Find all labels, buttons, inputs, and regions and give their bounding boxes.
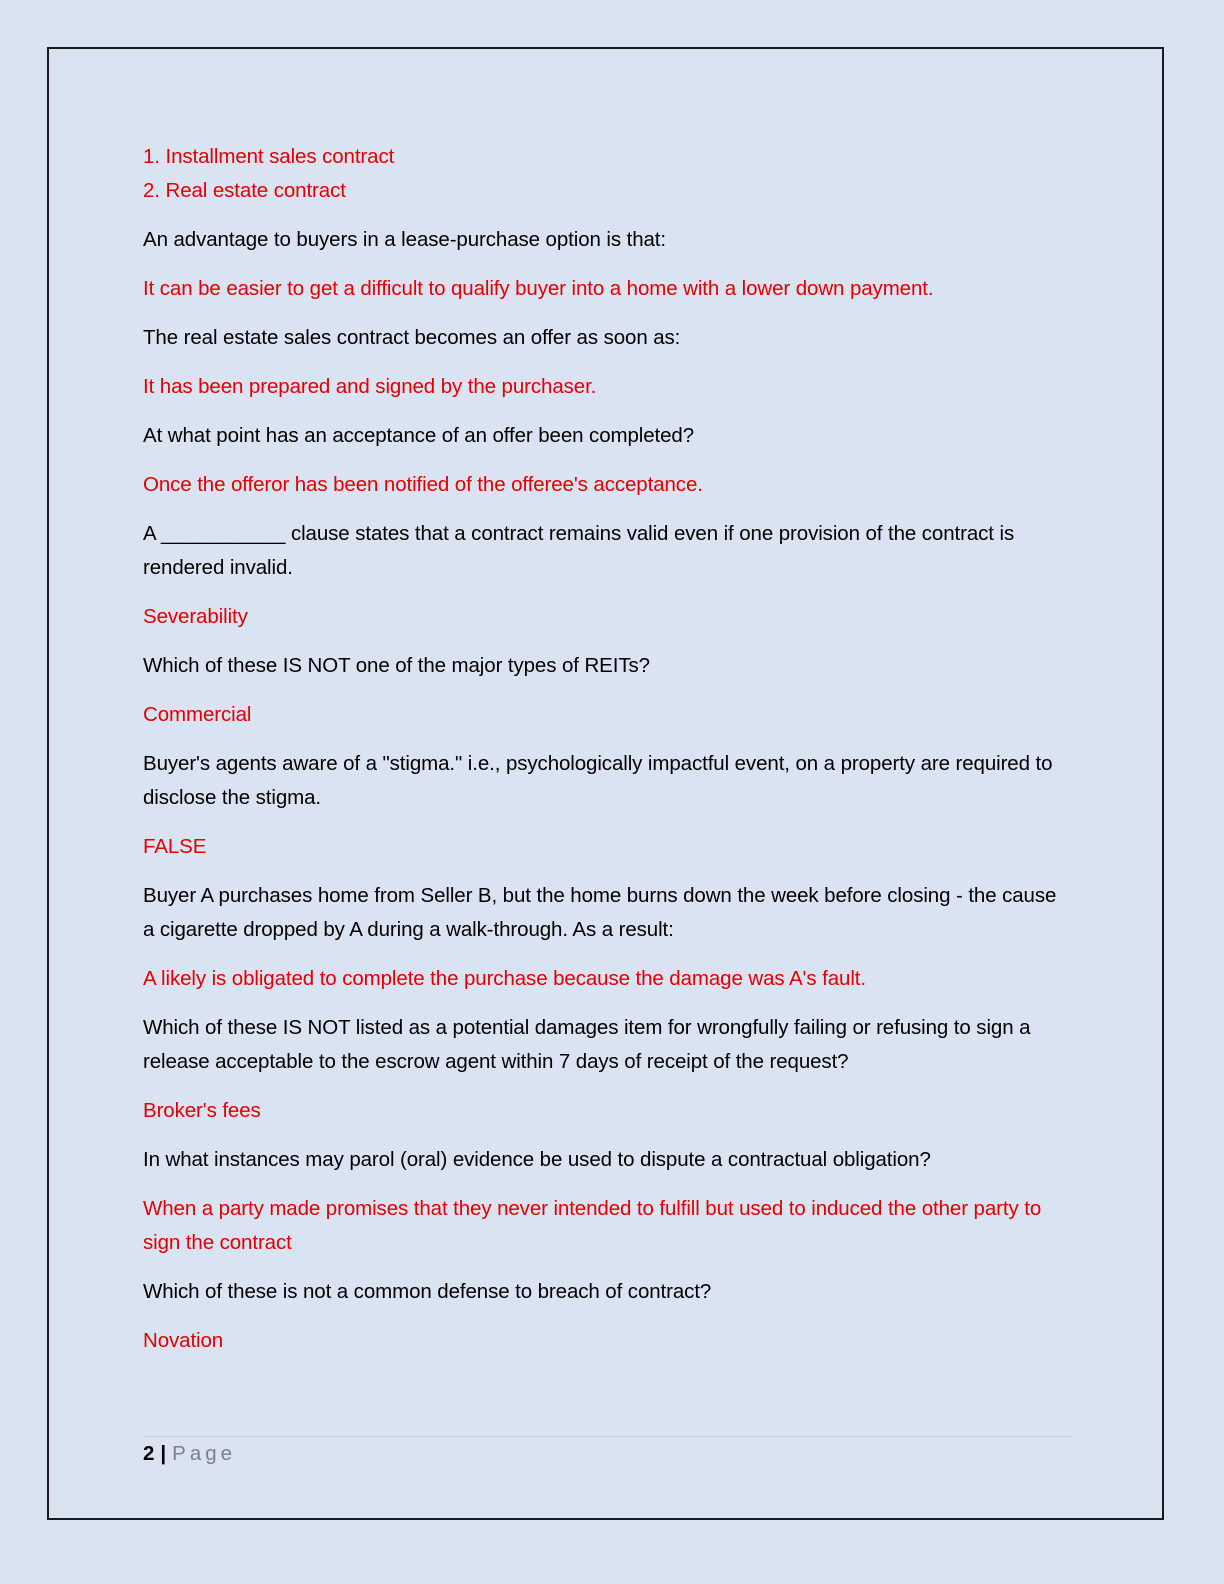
- question: A ___________ clause states that a contract remains valid even if one provision of the contract is rendered invalid.: [143, 522, 1015, 579]
- list-item: 1. Installment sales contract: [143, 145, 395, 168]
- question: The real estate sales contract becomes an offer as soon as:: [143, 326, 681, 349]
- question: Buyer A purchases home from Seller B, but the home burns down the week before closing - the cause a cigarette dropped by A during a walk-through. As a result:: [143, 884, 1057, 941]
- answer: It can be easier to get a difficult to qualify buyer into a home with a lower down payment.: [143, 277, 934, 300]
- answer: Novation: [143, 1329, 224, 1352]
- page-number: 2: [143, 1442, 155, 1465]
- document-body: [143, 140, 1073, 1373]
- page-footer: [143, 1440, 236, 1468]
- list-item: 2. Real estate contract: [143, 179, 346, 202]
- footer-divider: [143, 1436, 1073, 1437]
- question: Which of these IS NOT listed as a potential damages item for wrongfully failing or refusing to sign a release acceptable to the escrow agent within 7 days of receipt of the request?: [143, 1016, 1031, 1073]
- answer: When a party made promises that they never intended to fulfill but used to induced the other party to sign the contract: [143, 1197, 1042, 1254]
- answer: A likely is obligated to complete the purchase because the damage was A's fault.: [143, 967, 866, 990]
- answer: Once the offeror has been notified of the offeree's acceptance.: [143, 473, 703, 496]
- answer: Severability: [143, 605, 248, 628]
- page-label: Page: [172, 1442, 237, 1465]
- answer: FALSE: [143, 835, 207, 858]
- question: Which of these IS NOT one of the major types of REITs?: [143, 654, 650, 677]
- question: In what instances may parol (oral) evidence be used to dispute a contractual obligation?: [143, 1148, 931, 1171]
- question: At what point has an acceptance of an offer been completed?: [143, 424, 695, 447]
- question: An advantage to buyers in a lease-purchase option is that:: [143, 228, 666, 251]
- answer: Commercial: [143, 703, 252, 726]
- footer-separator: |: [160, 1442, 167, 1465]
- question: Buyer's agents aware of a "stigma." i.e., psychologically impactful event, on a property are required to disclose the stigma.: [143, 752, 1053, 809]
- answer: It has been prepared and signed by the purchaser.: [143, 375, 597, 398]
- question: Which of these is not a common defense to breach of contract?: [143, 1280, 712, 1303]
- answer: Broker's fees: [143, 1099, 261, 1122]
